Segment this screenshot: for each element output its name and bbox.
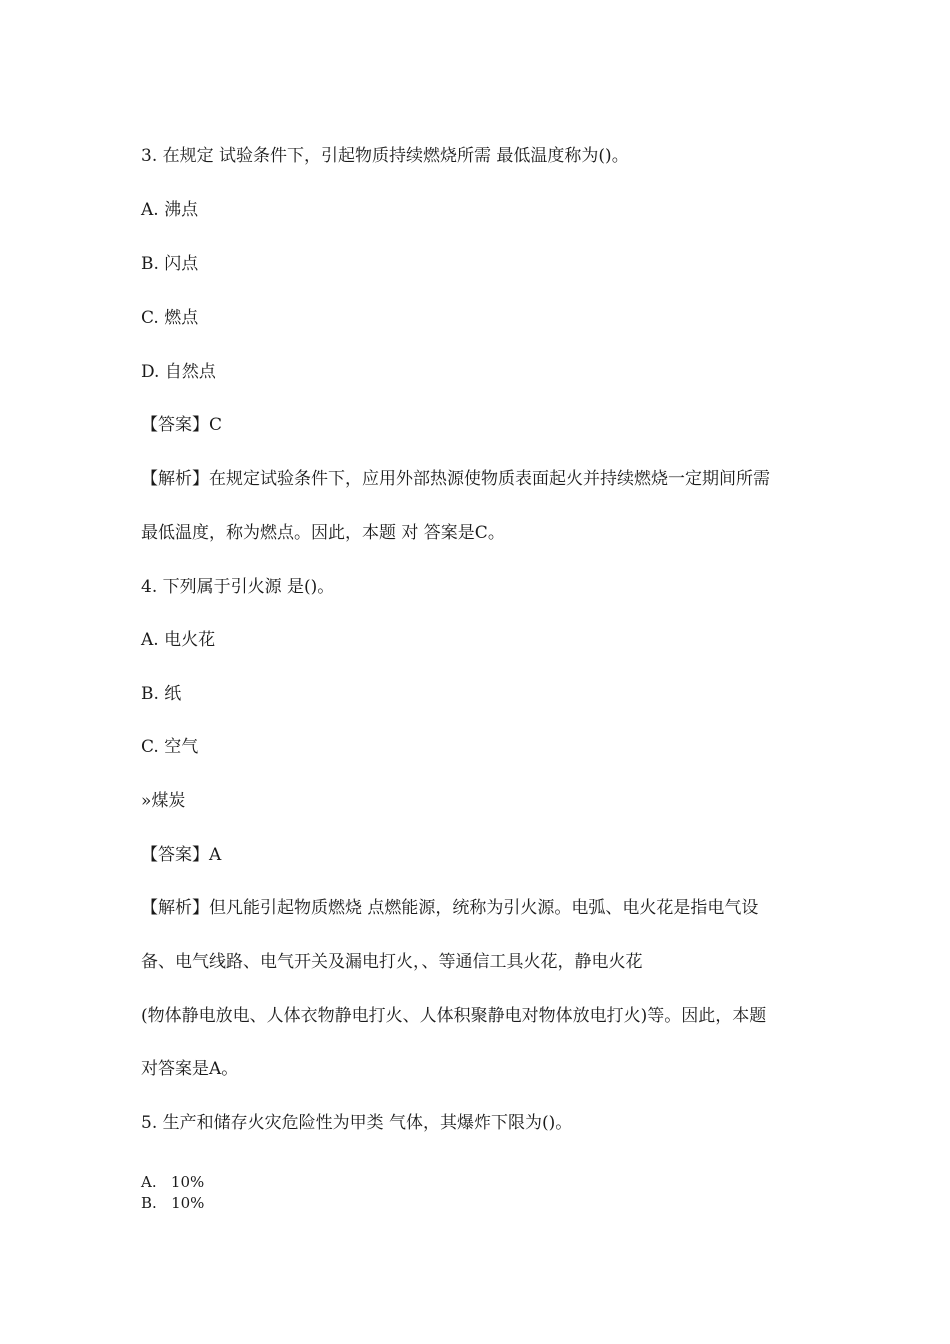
question-3-answer: 【答案】C <box>141 415 223 435</box>
question-3-option-d: D. 自然点 <box>141 362 216 382</box>
question-4-option-b: B. 纸 <box>141 684 182 704</box>
question-5-option-a: A. 10% <box>141 1173 205 1191</box>
question-4-analysis-line-3: (物体静电放电、人体衣物静电打火、人体积聚静电对物体放电打火)等。因此，本题 <box>141 1006 767 1026</box>
question-4-analysis-line-1: 【解析】但凡能引起物质燃烧 点燃能源，统称为引火源。电弧、电火花是指电气设 <box>141 898 759 918</box>
question-4-analysis-line-4: 对答案是A。 <box>141 1059 239 1079</box>
question-3-option-a: A. 沸点 <box>141 200 199 220</box>
question-5-option-b: B. 10% <box>141 1194 205 1212</box>
question-3-option-b: B. 闪点 <box>141 254 199 274</box>
question-4-stem: 4. 下列属于引火源 是()。 <box>141 577 335 597</box>
question-3-stem: 3. 在规定 试验条件下，引起物质持续燃烧所需 最低温度称为()。 <box>141 146 629 166</box>
question-4-option-d: »煤炭 <box>141 791 186 811</box>
question-4-option-a: A. 电火花 <box>141 630 216 650</box>
question-3-analysis-line-1: 【解析】在规定试验条件下，应用外部热源使物质表面起火并持续燃烧一定期间所需 <box>141 469 770 489</box>
question-5-stem: 5. 生产和储存火灾危险性为甲类 气体，其爆炸下限为()。 <box>141 1113 573 1133</box>
question-3-option-c: C. 燃点 <box>141 308 199 328</box>
question-4-analysis-line-2: 备、电气线路、电气开关及漏电打火，、等通信工具火花，静电火花 <box>141 952 643 972</box>
question-4-answer: 【答案】A <box>141 845 222 865</box>
question-4-option-c: C. 空气 <box>141 737 199 757</box>
question-3-analysis-line-2: 最低温度，称为燃点。因此，本题 对 答案是C。 <box>141 523 505 543</box>
